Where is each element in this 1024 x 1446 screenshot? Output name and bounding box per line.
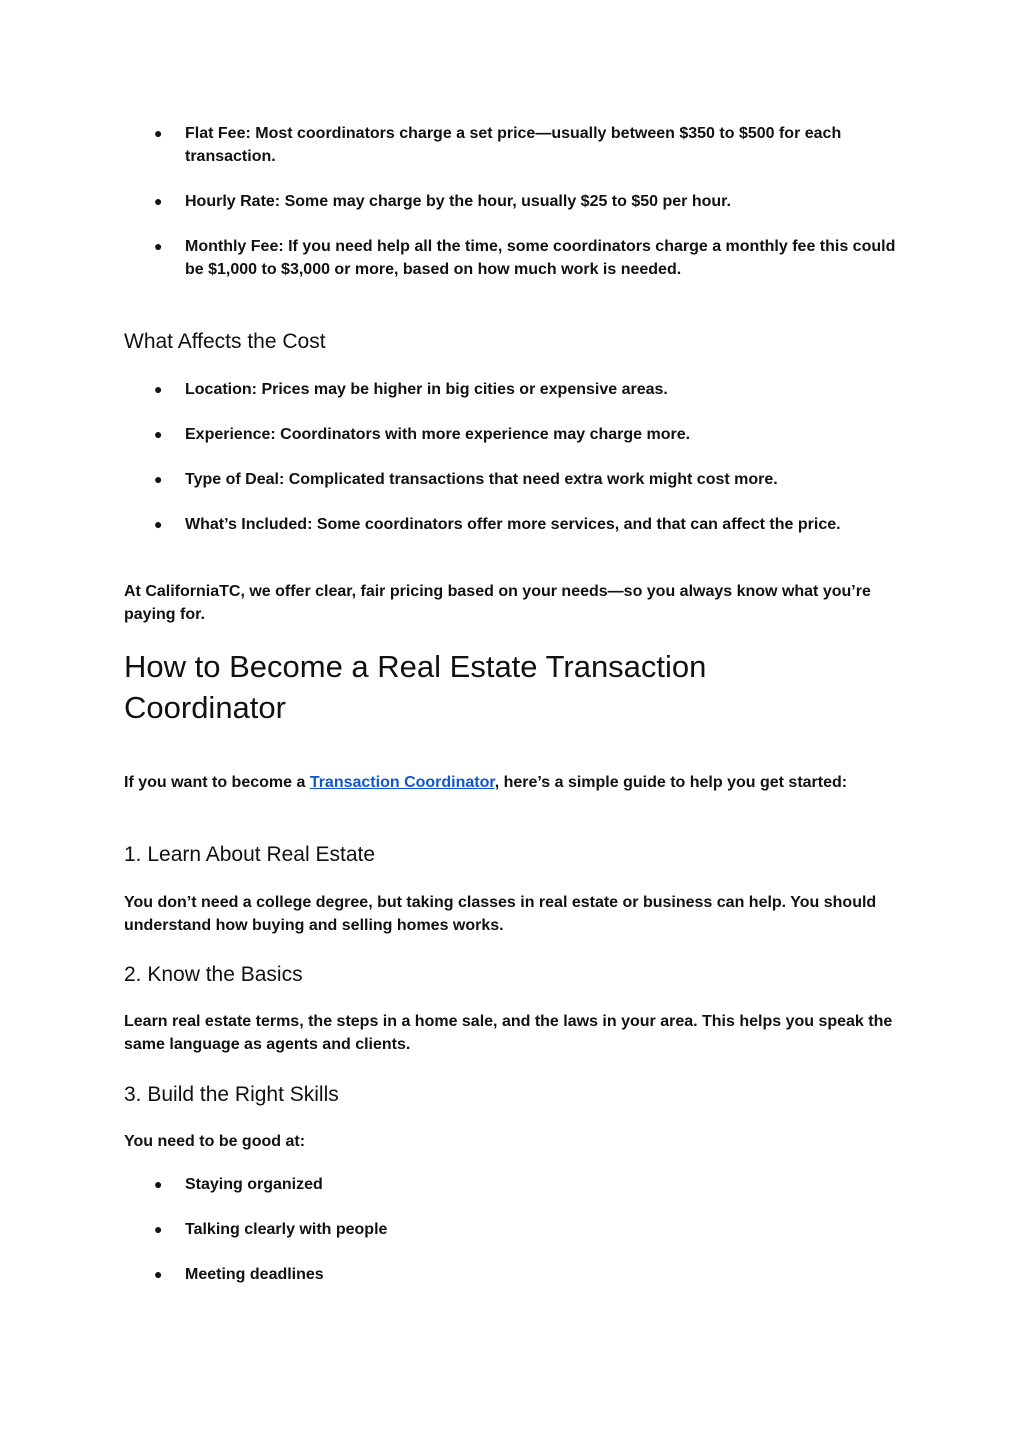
list-item [124, 423, 904, 446]
step-3-body: You need to be good at: [124, 1133, 306, 1150]
list-item-text: Staying organized [185, 1176, 323, 1193]
list-item-text: Experience: Coordinators with more experience may charge more. [185, 426, 691, 443]
bullet-icon: ● [154, 125, 163, 141]
bullet-icon: ● [154, 1266, 163, 1282]
list-item-text: What’s Included: Some coordinators offer more services, and that can affect the price. [185, 516, 841, 533]
step-1-heading: 1. Learn About Real Estate [124, 843, 376, 866]
list-item-text: Hourly Rate: Some may charge by the hour, usually $25 to $50 per hour. [185, 193, 731, 210]
step-2-body: Learn real estate terms, the steps in a home sale, and the laws in your area. This helps you speak the same language as agents and clients. [124, 1013, 893, 1053]
pricing-closing-paragraph: At CaliforniaTC, we offer clear, fair pricing based on your needs—so you always know what you’re paying for. [124, 583, 871, 623]
list-item [124, 1218, 904, 1241]
list-item-text: Flat Fee: Most coordinators charge a set price—usually between $350 to $500 for each transaction. [185, 125, 842, 165]
intro-paragraph [124, 771, 904, 794]
intro-text-before: If you want to become a [124, 774, 310, 791]
list-item-text: Meeting deadlines [185, 1266, 324, 1283]
bullet-icon: ● [154, 1221, 163, 1237]
bullet-icon: ● [154, 193, 163, 209]
pricing-list [124, 122, 904, 281]
list-item [124, 378, 904, 401]
list-item [124, 122, 904, 168]
list-item-text: Talking clearly with people [185, 1221, 388, 1238]
step-2-heading: 2. Know the Basics [124, 963, 303, 986]
transaction-coordinator-link[interactable]: Transaction Coordinator [309, 774, 495, 791]
list-item [124, 468, 904, 491]
list-item [124, 190, 904, 213]
cost-factors-list [124, 378, 904, 536]
list-item-text: Monthly Fee: If you need help all the time, some coordinators charge a monthly fee this could be $1,000 to $3,000 or more, based on how much work is needed. [185, 238, 896, 278]
list-item [124, 235, 904, 281]
list-item-text: Type of Deal: Complicated transactions that need extra work might cost more. [185, 471, 778, 488]
step-3-heading: 3. Build the Right Skills [124, 1083, 339, 1106]
page-title: How to Become a Real Estate Transaction Coordinator [124, 649, 707, 725]
bullet-icon: ● [154, 238, 163, 254]
intro-text-after: , here’s a simple guide to help you get started: [494, 774, 848, 791]
list-item [124, 1263, 904, 1286]
bullet-icon: ● [154, 1176, 163, 1192]
skills-list [124, 1173, 904, 1286]
list-item [124, 513, 904, 536]
section-heading-cost: What Affects the Cost [124, 330, 326, 353]
step-1-body: You don’t need a college degree, but taking classes in real estate or business can help. You should understand how buying and selling homes works. [124, 894, 877, 934]
bullet-icon: ● [154, 426, 163, 442]
list-item [124, 1173, 904, 1196]
bullet-icon: ● [154, 471, 163, 487]
bullet-icon: ● [154, 381, 163, 397]
list-item-text: Location: Prices may be higher in big cities or expensive areas. [185, 381, 668, 398]
bullet-icon: ● [154, 516, 163, 532]
